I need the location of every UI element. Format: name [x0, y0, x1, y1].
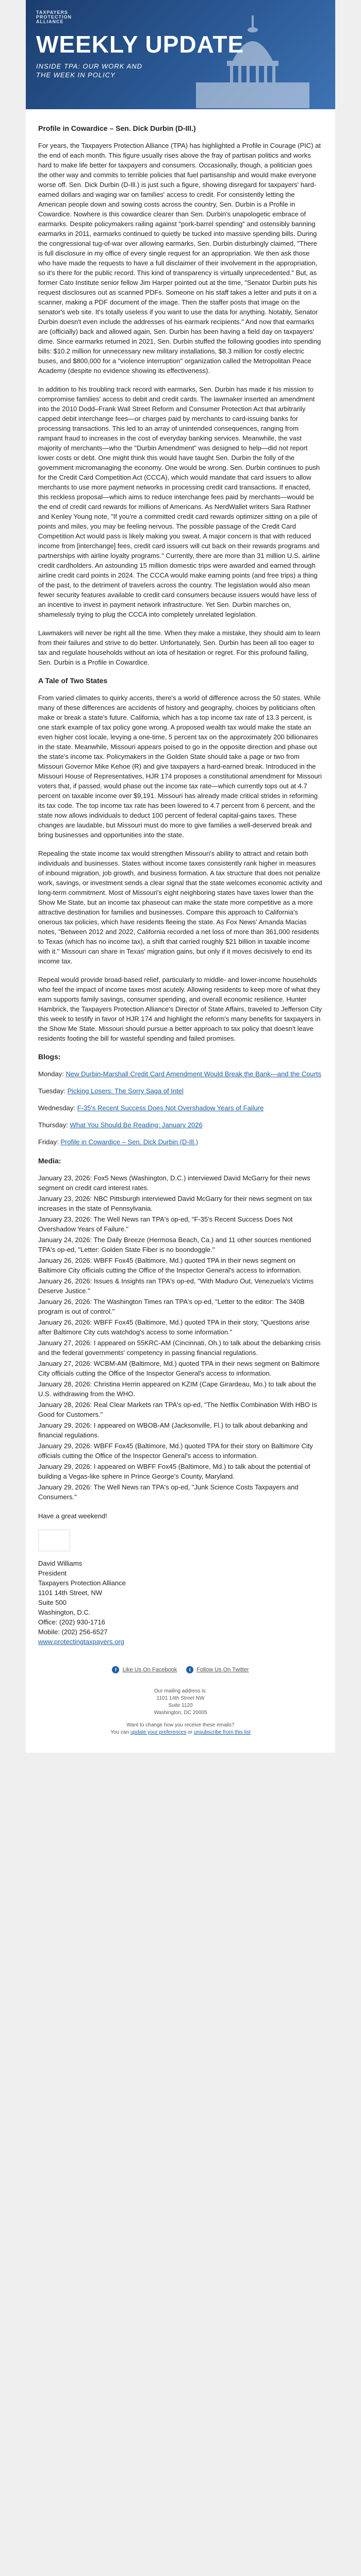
- mobile-phone: Mobile: (202) 256-6527: [38, 1628, 108, 1636]
- blog-link[interactable]: What You Should Be Reading: January 2026: [70, 1121, 203, 1129]
- article-title-two-states: A Tale of Two States: [38, 676, 108, 685]
- blog-item: [38, 1069, 323, 1079]
- media-item: January 27, 2026: WCBM-AM (Baltimore, Md.) quoted TPA in their news segment on Baltimore City officials cutting the Office of the Inspector General's access to information.: [38, 1360, 320, 1377]
- media-item: January 23, 2026: NBC Pittsburgh interviewed David McGarry for their news segment on tax increases in the state of Pennsylvania.: [38, 1195, 313, 1212]
- blog-item: [38, 1103, 323, 1113]
- facebook-link[interactable]: [112, 1666, 177, 1673]
- unsubscribe-link[interactable]: unsubscribe from this list: [193, 1730, 251, 1735]
- blogs-list: [38, 1069, 323, 1147]
- article-paragraph: For years, the Taxpayers Protection Alliance (TPA) has highlighted a Profile in Courage (PIC) at the end of each month. This figure usually rises above the fray of partisan politics and works hard to make life better for taxpayers and consumers. Occasionally, though, a politician goes the other way and commits to terrible policies that fuel partisanship and would make everyone worse off. Sen. Dick Durbin (D-Ill.) is just such a figure, showing disregard for taxpayers' hard-earned dollars and waging war on families' access to credit. For consistently letting the American people down and sowing costs across the country, Sen. Durbin is a Profile in Cowardice. Nowhere is this cowardice clearer than Sen. Durbin's unapologetic embrace of earmarks. Despite policymakers railing against "pork-barrel spending" and ostensibly banning earmarks in 2011, earmarks continued to quietly be tucked into massive spending bills. During the congressional tug-of-war over allowing earmarks, Sen. Durbin disturbingly claimed, "There is full disclosure in my office of every single request for an appropriation. We then ask those who have made the requests to have a full disclaimer of their involvement in the appropriation, so it's there for the public record. This kind of transparency is virtually unprecedented." But, as former Cato Institute senior fellow Jim Harper pointed out at the time, "Senator Durbin puts his request disclosures out as scanned PDFs. Someone on his staff takes a letter and puts it on a scanner, making a PDF document of the image. Then the staffer posts that image on the senator's web site. It's totally useless if you want to use the data for anything. Notably, Senator Durbin doesn't even include the addresses of his earmark recipients." And now that earmarks are (officially) back and allowed again, Sen. Durbin has been having a field day on taxpayers' dime. Since earmarks returned in 2021, Sen. Durbin stuffed the following goodies into spending bills: $10.2 million for unnecessary new military installations, $8.3 million for costly electric buses, and $800,000 for a "violence interruption" organization called the Metropolitan Peace Academy (despite no evidence showing its effectiveness).: [38, 142, 321, 375]
- header-subtitle: INSIDE TPA: OUR WORK AND THE WEEK IN POLICY: [36, 62, 143, 79]
- blog-link[interactable]: Profile in Cowardice – Sen. Dick Durbin (D-Ill.): [60, 1138, 198, 1146]
- mailing-address-label: Our mailing address is:: [154, 1688, 207, 1694]
- article-paragraph: From varied climates to quirky accents, there's a world of difference across the 50 states. While many of these differences are accidents of history and geography, choices by politicians often make or break a state's future. California, which has a top income tax rate of 13.3 percent, is one stark example of tax policy gone wrong. A proposed wealth tax would make the state an even higher cost locale, levying a one-time, 5 percent tax on the approximately 200 billionaires in the state. Meanwhile, Missouri appears poised to go in the opposite direction and phase out the state's income tax. Policymakers in the Golden State should take a page or two from Missouri Governor Mike Kehoe (R) and give taxpayers a hard-earned break. Introduced in the Missouri House of Representatives, HJR 174 proposes a constitutional amendment for Missouri voters that, if passed, would phase out the income tax rate—which currently tops out at 4.7 percent on taxable income over $9,191. Missouri has already made critical strides in reforming its tax code. The top income tax rate has been lowered to 4.7 percent from 6 percent, and the state now allows individuals to deduct 100 percent of federal capital-gains taxes. These changes are laudable, but Missouri must do more to give families a well-deserved break and bring businesses and opportunities into the state.: [38, 694, 322, 839]
- mailing-address-line: 1101 14th Street NW: [156, 1696, 205, 1701]
- article-paragraph: Repeal would provide broad-based relief, particularly to middle- and lower-income households who feel the impact of income taxes most acutely. Allowing residents to keep more of what they earn supports family savings, consumer spending, and overall economic resilience. Hunter Hambrick, the Taxpayers Protection Alliance's Director of State Affairs, traveled to Jefferson City this week to testify in favor of HJR 174 and highlight the reform's many benefits for taxpayers in the Show Me State. Missouri should pursue a better approach to tax policy that doesn't leave residents footing the bill for wasteful spending and failed promises.: [38, 976, 322, 1042]
- article-paragraph: Repealing the state income tax would strengthen Missouri's ability to attract and retain both individuals and businesses. States without income taxes consistently rank higher in measures of inbound migration, job growth, and business formation. A tax structure that does not penalize work, savings, or investment sends a clear signal that the state welcomes economic activity and long-term commitment. Most of Missouri's eight neighboring states have taxes lower than the Show Me State, but an income tax phaseout can make the state more competitive as a more attractive destination for families and businesses. Compare this approach to California's onerous tax policies, which have residents fleeing the state. As Fox News' Amanda Macias notes, "Between 2012 and 2022, California recorded a net loss of more than 361,000 residents to Texas (which has no income tax), a shift that carried roughly $21 billion in taxable income with it." Missouri can share in Texas' migration gains, but only if it moves decisively to end its income tax.: [38, 850, 322, 965]
- media-item: January 23, 2026: The Well News ran TPA's op-ed, "F-35's Recent Success Does Not Overshadow Years of Failure.": [38, 1215, 293, 1233]
- media-item: January 24, 2026: The Daily Breeze (Hermosa Beach, Ca.) and 11 other sources mentioned TPA's op-ed, "Letter: Golden State Fiber is no boondoggle.": [38, 1236, 311, 1253]
- signer-org: Taxpayers Protection Alliance: [38, 1579, 126, 1587]
- blogs-heading: Blogs:: [38, 1053, 61, 1061]
- blog-item: [38, 1086, 323, 1096]
- address-line: 1101 14th Street, NW: [38, 1589, 103, 1597]
- media-item: January 26, 2026: WBFF Fox45 (Baltimore, Md.) quoted TPA in their story, "Questions arise after Baltimore City cuts watchdog's access to some information.": [38, 1318, 310, 1336]
- facebook-label: Like Us On Facebook: [122, 1667, 177, 1673]
- facebook-icon: f: [112, 1666, 119, 1673]
- blog-link[interactable]: Picking Losers: The Sorry Saga of Intel: [67, 1087, 184, 1095]
- email-body: [26, 109, 335, 1653]
- blog-day: Thursday:: [38, 1121, 68, 1129]
- twitter-link[interactable]: [186, 1666, 249, 1673]
- media-item: January 28, 2026: Real Clear Markets ran TPA's op-ed, "The Netflix Combination With HBO Is Good for Customers.": [38, 1401, 317, 1418]
- update-preferences-link[interactable]: update your preferences: [130, 1730, 187, 1735]
- preferences-text: or: [186, 1730, 194, 1735]
- media-item: January 26, 2026: Issues & Insights ran TPA's op-ed, "With Maduro Out, Venezuela's Victims Deserve Justice.": [38, 1277, 314, 1295]
- blog-link[interactable]: New Durbin-Marshall Credit Card Amendment Would Break the Bank—and the Courts: [65, 1070, 321, 1078]
- blog-day: Friday:: [38, 1138, 59, 1146]
- blog-day: Tuesday:: [38, 1087, 65, 1095]
- media-item: January 29, 2026: I appeared on WBFF Fox45 (Baltimore, Md.) to talk about the potential of building a Vegas-like sphere in Prince George's County, Maryland.: [38, 1463, 310, 1480]
- social-links: [26, 1653, 335, 1685]
- media-item: January 28, 2026: Christina Herrin appeared on KZIM (Cape Girardeau, Mo.) to talk about the U.S. withdrawing from the WHO.: [38, 1380, 317, 1398]
- email-footer: [26, 1685, 335, 1753]
- closing-greeting: Have a great weekend!: [38, 1512, 107, 1520]
- media-heading: Media:: [38, 1157, 61, 1165]
- office-phone: Office: (202) 930-1716: [38, 1618, 105, 1626]
- twitter-label: Follow Us On Twitter: [196, 1667, 249, 1673]
- address-line: Suite 500: [38, 1599, 67, 1606]
- media-item: January 27, 2026: I appeared on 55KRC-AM (Cincinnati, Oh.) to talk about the debanking crisis and the federal governments' competency in passing financial regulations.: [38, 1339, 321, 1357]
- blog-day: Monday:: [38, 1070, 64, 1078]
- media-list: [38, 1173, 323, 1502]
- header-banner: [26, 0, 335, 109]
- preferences-prompt: Want to change how you receive these emails?: [126, 1722, 235, 1728]
- preferences-line: [26, 1729, 335, 1736]
- media-item: January 29, 2026: WBFF Fox45 (Baltimore, Md.) quoted TPA for their story on Baltimore City officials cutting the Office of the Inspector General's access to information.: [38, 1442, 313, 1460]
- address-line: Washington, D.C.: [38, 1608, 91, 1616]
- media-item: January 29, 2026: I appeared on WBOB-AM (Jacksonville, Fl.) to talk about debanking and financial regulations.: [38, 1421, 308, 1439]
- article-paragraph: Lawmakers will never be right all the time. When they make a mistake, they should aim to learn from their failures and strive to do better. Unfortunately, Sen. Durbin has been all too eager to tax and regulate households without an iota of hesitation or regret. For this profound failing, Sen. Durbin is a Profile in Cowardice.: [38, 629, 320, 666]
- blog-item: [38, 1137, 323, 1147]
- signer-role: President: [38, 1569, 67, 1577]
- mailing-address-line: Suite 1120: [168, 1703, 193, 1708]
- tpa-logo: TAXPAYERS PROTECTION ALLIANCE: [36, 10, 72, 24]
- article-paragraph: In addition to his troubling track record with earmarks, Sen. Durbin has made it his mission to compromise families' access to debit and credit cards. The lawmaker inserted an amendment into the 2010 Dodd–Frank Wall Street Reform and Consumer Protection Act that arbitrarily capped debit interchange fees—or charges paid by merchants to card-issuing banks for processing transactions. This led to an array of unintended consequences, ranging from rampant fraud to increases in the cost of everyday banking services. Meanwhile, the vast majority of merchants—who the "Durbin Amendment" was designed to help—did not report lower costs or debt. One might think this would have taught Sen. Durbin the folly of the government micromanaging the economy. One would be wrong. Sen. Durbin continues to push for the Credit Card Competition Act (CCCA), which would mandate that card issuers to allow merchants to use more payment networks in processing credit card transactions. If enacted, this reckless proposal—which aims to reduce interchange fees paid by merchants—would be the end of credit card rewards for millions of Americans. As NerdWallet writers Sara Rathner and Kenley Young note, "If you're a committed credit card rewards optimizer sitting on a pile of points and miles, you may be feeling nervous. The possible passage of the Credit Card Competition Act would pass is likely making you sweat. A major concern is that with reduced income from [interchange] fees, credit card issuers will cut back on their rewards programs and partnerships with airline loyalty programs." Currently, there are more than 31 million U.S. airline credit cardholders. An astounding 15 million domestic trips were awarded and earned through airline credit card points in 2024. The CCCA would make earning points (and free trips) a thing of the past, to the detriment of travelers across the country. The legislation would also mean fewer security features available to credit card consumers because issuers would have less of an incentive to invest in payment network infrastructure. Yet Sen. Durbin marches on, shamelessly trying to plug the CCCA into completely unrelated legislation.: [38, 385, 320, 618]
- email-container: [26, 0, 335, 1753]
- blog-day: Wednesday:: [38, 1104, 76, 1112]
- media-item: January 29, 2026: The Well News ran TPA's op-ed, "Junk Science Costs Taxpayers and Consumers.": [38, 1483, 299, 1501]
- preferences-text: You can: [110, 1730, 130, 1735]
- article-title-profile: Profile in Cowardice – Sen. Dick Durbin (D-Ill.): [38, 124, 196, 132]
- media-item: January 23, 2026: Fox5 News (Washington, D.C.) interviewed David McGarry for their news segment on credit card interest rates.: [38, 1174, 310, 1192]
- twitter-icon: t: [186, 1666, 193, 1673]
- mailing-address-line: Washington, DC 20005: [154, 1710, 207, 1716]
- weekly-update-title: WEEKLY UPDATE: [36, 31, 244, 58]
- blog-link[interactable]: F-35's Recent Success Does Not Overshadow Years of Failure: [77, 1104, 264, 1112]
- blog-item: [38, 1120, 323, 1130]
- signer-name: David Williams: [38, 1560, 83, 1567]
- website-link[interactable]: www.protectingtaxpayers.org: [38, 1638, 124, 1646]
- signature-image: [38, 1530, 70, 1551]
- media-item: January 26, 2026: The Washington Times ran TPA's op-ed, "Letter to the editor: The 340B program is out of control.": [38, 1298, 305, 1315]
- media-item: January 26, 2026: WBFF Fox45 (Baltimore, Md.) quoted TPA in their news segment on Baltimore City officials cutting the Office of the Inspector General's access to information.: [38, 1257, 302, 1274]
- signature-block: [38, 1558, 323, 1647]
